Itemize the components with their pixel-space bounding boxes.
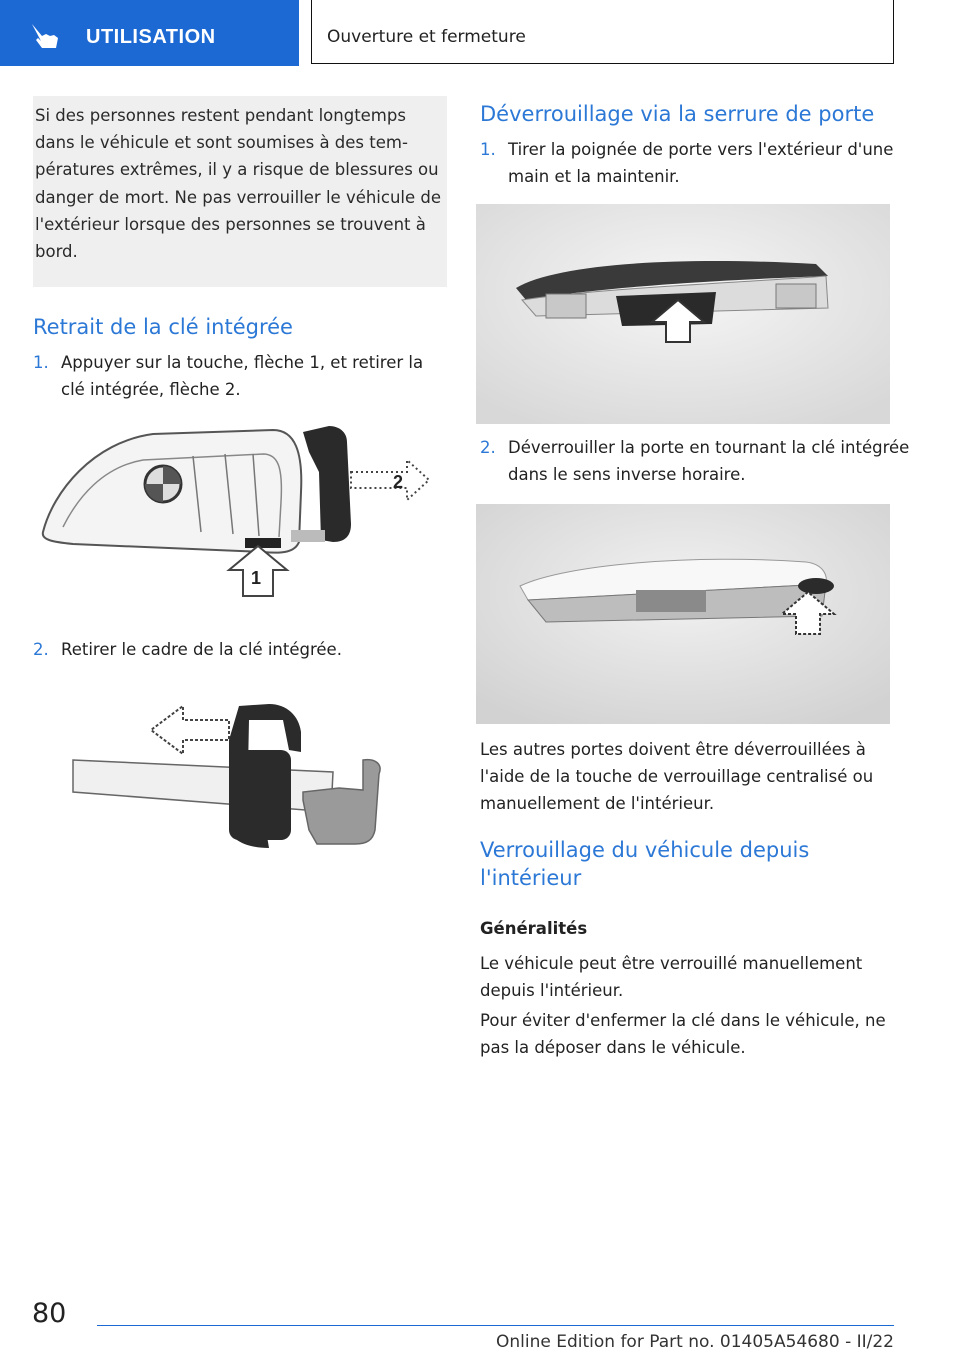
lock-paragraph-1: Le véhicule peut être verrouillé manuellement depuis l'intérieur. <box>480 954 863 1000</box>
subheading-general: Généralités <box>480 919 588 938</box>
heading-door-lock: Déverrouillage via la serrure de porte <box>480 102 875 126</box>
door-step-2 <box>480 434 922 488</box>
key-step-1 <box>33 349 447 403</box>
section-tab <box>0 0 299 66</box>
key-fob-figure <box>33 412 447 612</box>
step-text: Retirer le cadre de la clé intégrée. <box>61 640 342 659</box>
pointing-hand-icon <box>30 20 66 52</box>
step-text: Appuyer sur la touche, flèche 1, et retirer la clé intégrée, flèche 2. <box>61 353 424 400</box>
edition-text: Online Edition for Part no. 01405A54680 - II/22 <box>495 1332 894 1352</box>
door-handle-figure <box>476 204 890 424</box>
page-number: 80 <box>32 1298 67 1329</box>
footer-rule <box>97 1325 894 1326</box>
right-column <box>480 96 894 190</box>
lock-paragraph-2: Pour éviter d'enfermer la clé dans le véhicule, ne pas la déposer dans le véhicule. <box>480 1011 886 1057</box>
chapter-box <box>311 0 894 64</box>
door-lock-figure <box>476 504 890 724</box>
heading-lock-inside: Verrouillage du véhicule depuis l'intérieur <box>480 838 810 890</box>
step-number: 2. <box>480 438 496 457</box>
section-title: UTILISATION <box>86 26 216 48</box>
step-number: 1. <box>33 353 49 373</box>
warning-text: Si des personnes restent pendant longtemps dans le véhicule et sont soumises à des températures extrêmes, il y a risque de blessures ou danger de mort. Ne pas verrouiller le véhicule de l'extérieur lorsque des personnes se trouvent à bord. <box>35 106 442 262</box>
warning-box <box>33 96 447 287</box>
arrow-1-label: 1 <box>251 568 262 588</box>
arrow-2-label: 2 <box>393 472 404 492</box>
left-column <box>33 96 447 403</box>
step-number: 1. <box>480 140 496 159</box>
heading-key-removal: Retrait de la clé intégrée <box>33 315 293 340</box>
key-step-2 <box>33 636 475 663</box>
step-text: Tirer la poignée de porte vers l'extérieur d'une main et la maintenir. <box>508 140 894 186</box>
door-note: Les autres portes doivent être déverrouillées à l'aide de la touche de verrouillage centralisé ou manuellement de l'intérieur. <box>480 740 874 813</box>
step-number: 2. <box>33 640 49 659</box>
step-text: Déverrouiller la porte en tournant la clé intégrée dans le sens inverse horaire. <box>508 438 910 484</box>
key-frame-figure <box>33 680 447 880</box>
chapter-title: Ouverture et fermeture <box>327 27 526 47</box>
door-step-1 <box>480 136 894 190</box>
